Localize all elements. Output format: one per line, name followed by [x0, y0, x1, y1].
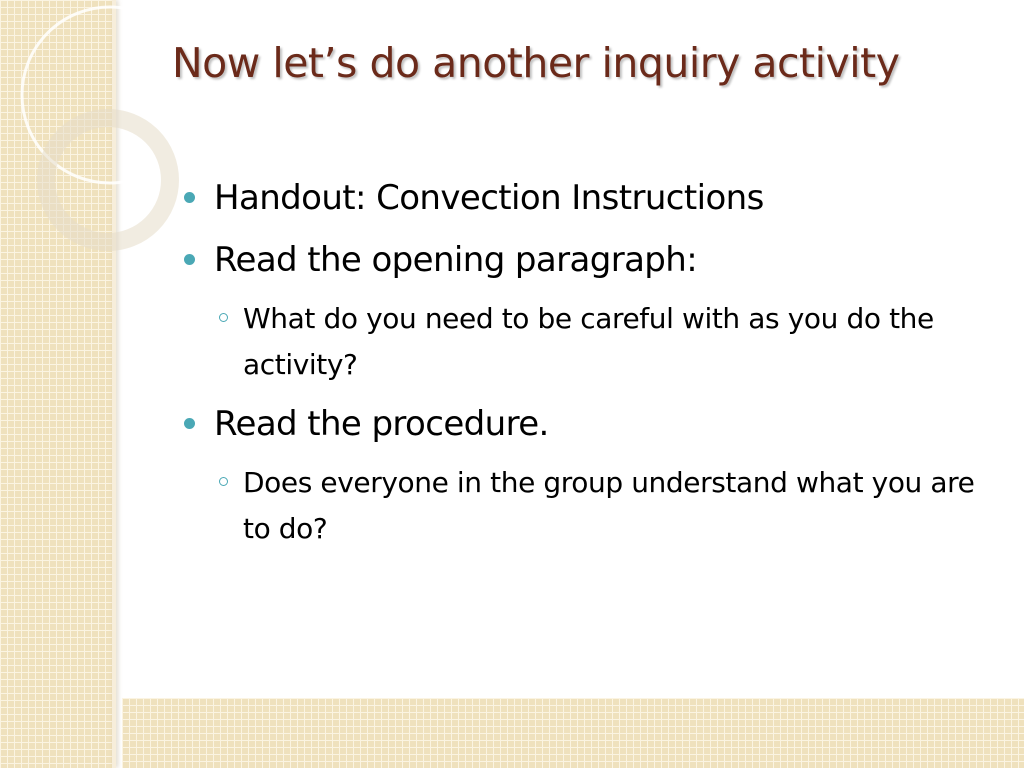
bullet-dot-icon [184, 418, 195, 429]
bullet-text: Handout: Convection Instructions [214, 178, 764, 218]
sub-bullet-item [214, 460, 984, 552]
bullet-item [184, 172, 984, 224]
bullet-text: Read the procedure. [214, 404, 549, 444]
bottom-pattern-band [122, 698, 1024, 768]
sub-bullet-text: What do you need to be careful with as you do the activity? [243, 302, 934, 381]
decorative-circles [0, 0, 200, 300]
bullet-dot-icon [184, 254, 195, 265]
bullet-text: Read the opening paragraph: [214, 240, 698, 280]
bullet-list [184, 172, 984, 562]
slide-title: Now let’s do another inquiry activity [172, 39, 900, 87]
sub-bullet-item [214, 296, 984, 388]
sub-bullet-ring-icon [219, 313, 228, 322]
sub-bullet-text: Does everyone in the group understand what you are to do? [243, 466, 975, 545]
bullet-dot-icon [184, 192, 195, 203]
sub-bullet-ring-icon [219, 477, 228, 486]
bullet-item [184, 234, 984, 286]
bullet-item [184, 398, 984, 450]
